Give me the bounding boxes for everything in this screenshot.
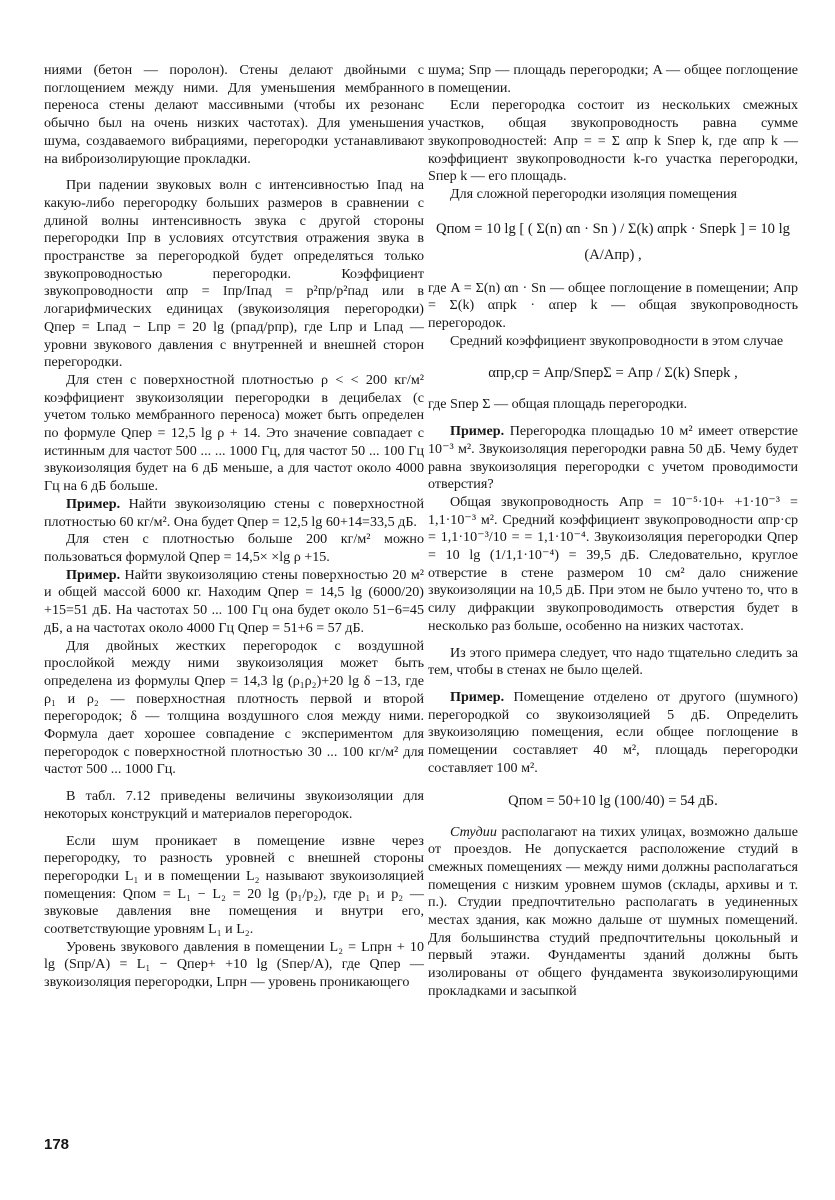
paragraph-text: ниями (бетон — поролон). Стены делают двойными с поглощением между ними. Для уменьшения мембранного переноса стены делают массивными (чтобы их резонанс обычно был на очень низких частотах). Для уменьшения шума, создаваемого вибрациями, перегородки устанавливают на виброизолирующие прокладки. [44,62,424,167]
paragraph-text: Для стен с плотностью больше 200 кг/м² можно пользоваться формулой Qпер = 14,5× ×lg ρ +15. [44,531,424,565]
right-formula: αпр,ср = Aпр/SперΣ = Aпр / Σ(k) Sперk , [488,365,738,382]
paragraph-text: Для стен с поверхностной плотностью ρ < < 200 кг/м² коэффициент звукоизоляции перегородки в децибелах (с учетом только мембранного переноса) может быть определен по формуле Qпер = 12,5 lg ρ + 14. Это значение совпадает с истинным для частот 500 ... ... 1000 Гц, для частот 50 ... 100 Гц звукоизоляция будет на 6 дБ меньше, а для частот около 4000 Гц на 6 дБ больше. [44,371,424,495]
right-paragraph [428,645,798,680]
right-formula: Qпом = 10 lg [ ( Σ(n) αn · Sn ) / Σ(k) αпрk · Sперk ] = 10 lg (A/Aпр) , [436,220,790,263]
page-number: 178 [44,1136,70,1153]
right-paragraph [428,423,798,494]
left-paragraph [44,567,424,638]
left-paragraph [44,833,424,939]
paragraph-text: Если шум проникает в помещение извне через перегородку, то разность уровней с внешней стороны перегородки L₁ и в помещении L₂ называют звукоизоляцией помещения: Qпом = L₁ − L₂ = 20 lg (p₁/p₂), где p₁ и p₂ — звуковые давления вне помещения и внутри его, соответствующие уровням L₁ и L₂. [44,832,424,938]
left-paragraph [44,496,424,531]
paragraph-text: где A = Σ(n) αn · Sn — общее поглощение в помещении; Aпр = Σ(k) αпрk · αпер k — общая звукопроводность перегородок. [428,279,798,332]
left-paragraph [44,788,424,823]
paragraph-text: Для сложной перегородки изоляция помещения [450,185,738,202]
left-paragraph [44,177,424,372]
paragraph-text: Средний коэффициент звукопроводности в этом случае [450,332,784,349]
left-paragraph [44,939,424,992]
paragraph-text: Уровень звукового давления в помещении L₂ = Lпрн + 10 lg (Sпр/A) = L₁ − Qпер+ +10 lg (Sпер/A), где Qпер — звукоизоляция перегородки, Lпрн — уровень проникающего [44,938,424,991]
right-paragraph [428,62,798,97]
right-paragraph [428,824,798,1001]
right-paragraph [428,186,798,204]
right-paragraph [428,494,798,636]
example-label: Пример. [66,495,121,512]
emphasis-term: Студии [450,823,497,840]
example-label: Пример. [66,566,121,583]
right-paragraph [428,333,798,351]
left-paragraph [44,531,424,566]
paragraph-text: Общая звукопроводность Aпр = 10⁻⁵·10+ +1·10⁻³ = 1,1·10⁻³ м². Средний коэффициент звукопроводности αпр·ср = 1,1·10⁻³/10 = = 1,1·10⁻⁴. Звукоизоляция перегородки Qпер = 10 lg (1/1,1·10⁻⁴) = 39,5 дБ. Следовательно, круглое отверстие в стене размером 10 см² дало снижение звукоизоляции на 10,5 дБ. При этом не было учтено то, что в силу дифракции звукопроводимость отверстия будет в несколько раз больше, особенно на низких частотах. [428,493,798,634]
right-paragraph [428,280,798,333]
right-paragraph [428,689,798,778]
example-label: Пример. [450,423,505,440]
paragraph-text: При падении звуковых волн с интенсивностью Iпад на какую-либо перегородку больших размеров в сравнении с длиной волны интенсивность звука с другой стороны перегородки Iпр в условиях отсутствия отражения звука в пространстве за перегородкой будет определяться только звукопроводностью перегородки. Коэффициент звукопроводности αпр = Iпр/Iпад = p²пр/p²пад или в логарифмических единицах (звукоизоляция перегородки) Qпер = Lпад − Lпр = 20 lg (pпад/pпр), где Lпр и Lпад — уровни звукового давления с внутренней и внешней сторон перегородки. [44,177,424,371]
example-label: Пример. [450,688,505,705]
paragraph-text: шума; Sпр — площадь перегородки; A — общее поглощение в помещении. [428,62,798,96]
right-paragraph [428,396,798,414]
paragraph-text: Найти звукоизоляцию стены с поверхностной плотностью 60 кг/м². Она будет Qпер = 12,5 lg 60+14=33,5 дБ. [44,495,424,530]
paragraph-text: где Sпер Σ — общая площадь перегородки. [428,396,688,413]
right-formula: Qпом = 50+10 lg (100/40) = 54 дБ. [508,792,718,809]
left-paragraph [44,62,424,168]
paragraph-text: Перегородка площадью 10 м² имеет отверстие 10⁻³ м². Звукоизоляция перегородки равна 50 дБ. Чему будет равна звукоизоляция перегородки с учетом проводимости отверстия? [428,423,798,493]
left-paragraph [44,372,424,496]
paragraph-text: Для двойных жестких перегородок с воздушной прослойкой между ними звукоизоляция может быть определена из формулы Qпер = 14,3 lg (ρ₁ρ₂)+20 lg δ −13, где ρ₁ и ρ₂ — поверхностная плотность первой и второй перегородок; δ — толщина воздушного слоя между ними. Формула дает хорошее совпадение с экспериментом для перегородок с поверхностной плотностью 30 ... 100 кг/м² для частот 500 ... 1000 Гц. [44,637,424,778]
paragraph-text: В табл. 7.12 приведены величины звукоизоляции для некоторых конструкций и материалов перегородок. [44,788,424,822]
right-column [428,62,798,1001]
paragraph-text: Найти звукоизоляцию стены поверхностью 20 м² и общей массой 6000 кг. Находим Qпер = 14,5 lg (6000/20) +15=51 дБ. На частотах 50 ... 100 Гц она будет около 51−6=45 дБ, а на частотах около 4000 Гц Qпер = 51+6 = 57 дБ. [44,566,424,636]
paragraph-text: Если перегородка состоит из нескольких смежных участков, общая звукопроводность равна сумме звукопроводностей: Aпр = = Σ αпр k Sпер k, где αпр k — коэффициент звукопроводности k-го участка перегородки, Sпер k — его площадь. [428,97,798,185]
left-paragraph [44,638,424,780]
paragraph-text: располагают на тихих улицах, возможно дальше от проездов. Не допускается расположение студий в смежных помещениях — между ними должны располагаться помещения с низким уровнем шумов (склады, архивы и т. п.). Студии предпочтительно располагать в уединенных местах здания, как можно дальше от шумных помещений. Для большинства студий предпочтительны цокольный и первый этажи. Фундаменты зданий должны быть изолированы от общего фундамента звукоизолирующими прокладками и засыпкой [428,823,798,999]
paragraph-text: Помещение отделено от другого (шумного) перегородкой со звукоизоляцией 5 дБ. Определить звукоизоляцию помещения, если общее поглощение в помещении составляет 40 м², площадь перегородки составляет 100 м². [428,688,798,776]
paragraph-text: Из этого примера следует, что надо тщательно следить за тем, чтобы в стенах не было щелей. [428,644,798,679]
right-paragraph [428,97,798,186]
left-column [44,62,424,992]
